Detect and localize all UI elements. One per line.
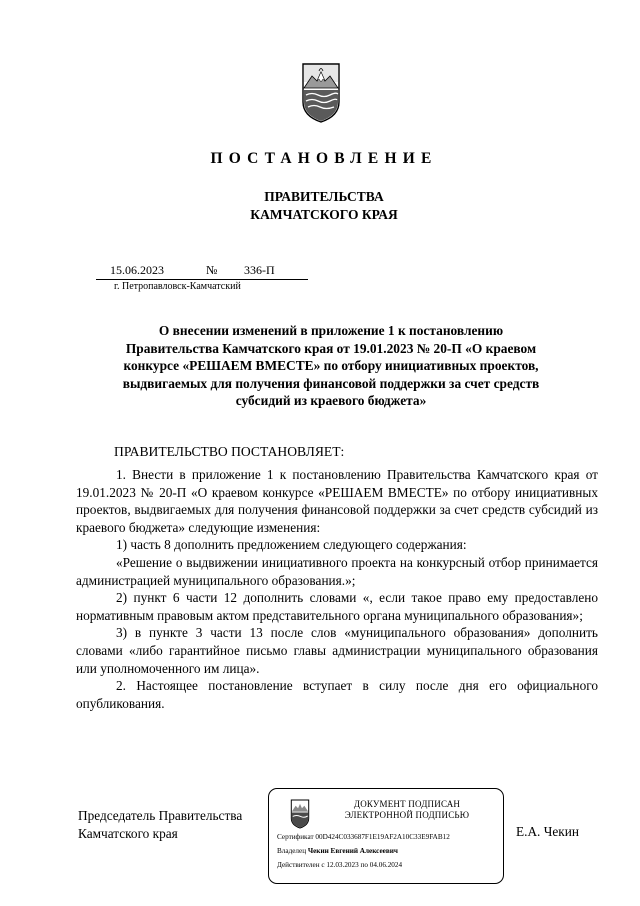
electronic-signature-stamp: [268, 788, 504, 884]
document-body: [76, 466, 598, 712]
stamp-validity: [277, 861, 402, 869]
valid-from: 12.03.2023: [326, 861, 359, 869]
document-date: 15.06.2023: [110, 263, 164, 277]
signer-position: [78, 807, 242, 843]
body-paragraph: 3) в пункте 3 части 13 после слов «муниципального образования» дополнить словами «либо гарантийное письмо главы администрации муниципального образования или уполномоченного им лица».: [76, 625, 598, 676]
certificate-value: 00D424C033687F1E19AF2A10C33E9FAB12: [315, 833, 450, 841]
stamp-heading-line: ЭЛЕКТРОННОЙ ПОДПИСЬЮ: [344, 810, 470, 820]
subject-line: субсидий из краевого бюджета»: [235, 393, 427, 409]
place-of-issue: г. Петропавловск-Камчатский: [114, 281, 241, 292]
owner-value: Чекин Евгений Алексеевич: [307, 847, 398, 855]
document-subject: [96, 322, 566, 410]
subject-line: выдвигаемых для получения финансовой поддержки за счет средств: [122, 375, 540, 391]
body-paragraph: 1. Внести в приложение 1 к постановлению Правительства Камчатского края от 19.01.2023 № 20-П «О краевом конкурсе «РЕШАЕМ ВМЕСТЕ» по отбору инициативных проектов, выдвигаемых для получения финансовой поддержки за счет средств субсидий из краевого бюджета» следующие изменения:: [76, 467, 598, 535]
registration-line: [96, 263, 308, 280]
signer-position-line: Председатель Правительства: [78, 808, 243, 823]
validity-label: Действителен с: [277, 861, 325, 869]
issuing-authority-line: ПРАВИТЕЛЬСТВА: [264, 189, 384, 204]
stamp-certificate: [277, 833, 450, 841]
document-number: 336-П: [244, 263, 275, 277]
number-sign: №: [206, 263, 218, 277]
issuing-authority: [0, 188, 640, 224]
subject-line: О внесении изменений в приложение 1 к постановлению: [158, 323, 504, 338]
signer-name: Е.А. Чекин: [516, 824, 579, 839]
issuing-authority-line: КАМЧАТСКОГО КРАЯ: [250, 207, 398, 222]
certificate-label: Сертификат: [277, 833, 314, 841]
valid-to-label: по: [360, 861, 368, 869]
stamp-owner: [277, 847, 398, 855]
stamp-heading-line: ДОКУМЕНТ ПОДПИСАН: [353, 799, 461, 809]
subject-line: Правительства Камчатского края от 19.01.2023 № 20-П «О краевом: [125, 340, 537, 356]
owner-label: Владелец: [277, 847, 307, 855]
stamp-emblem-icon: [289, 799, 311, 829]
signer-position-line: Камчатского края: [78, 826, 178, 841]
decree-statement: ПРАВИТЕЛЬСТВО ПОСТАНОВЛЯЕТ:: [114, 444, 345, 459]
body-paragraph: «Решение о выдвижении инициативного проекта на конкурсный отбор принимается администрацией муниципального образования.»;: [76, 554, 598, 588]
valid-to: 04.06.2024: [369, 861, 403, 869]
body-paragraph: 1) часть 8 дополнить предложением следующего содержания:: [116, 537, 467, 553]
stamp-heading: [327, 799, 487, 821]
subject-line: конкурсе «РЕШАЕМ ВМЕСТЕ» по отбору инициативных проектов,: [123, 358, 539, 374]
body-paragraph: 2. Настоящее постановление вступает в силу после дня его официального опубликования.: [76, 678, 598, 711]
document-title: ПОСТАНОВЛЕНИЕ: [210, 150, 438, 167]
body-paragraph: 2) пункт 6 части 12 дополнить словами «, если такое право ему предоставлено нормативным правовым актом представительного органа муниципального образования»;: [76, 590, 598, 623]
kamchatka-emblem-icon: [300, 62, 342, 124]
